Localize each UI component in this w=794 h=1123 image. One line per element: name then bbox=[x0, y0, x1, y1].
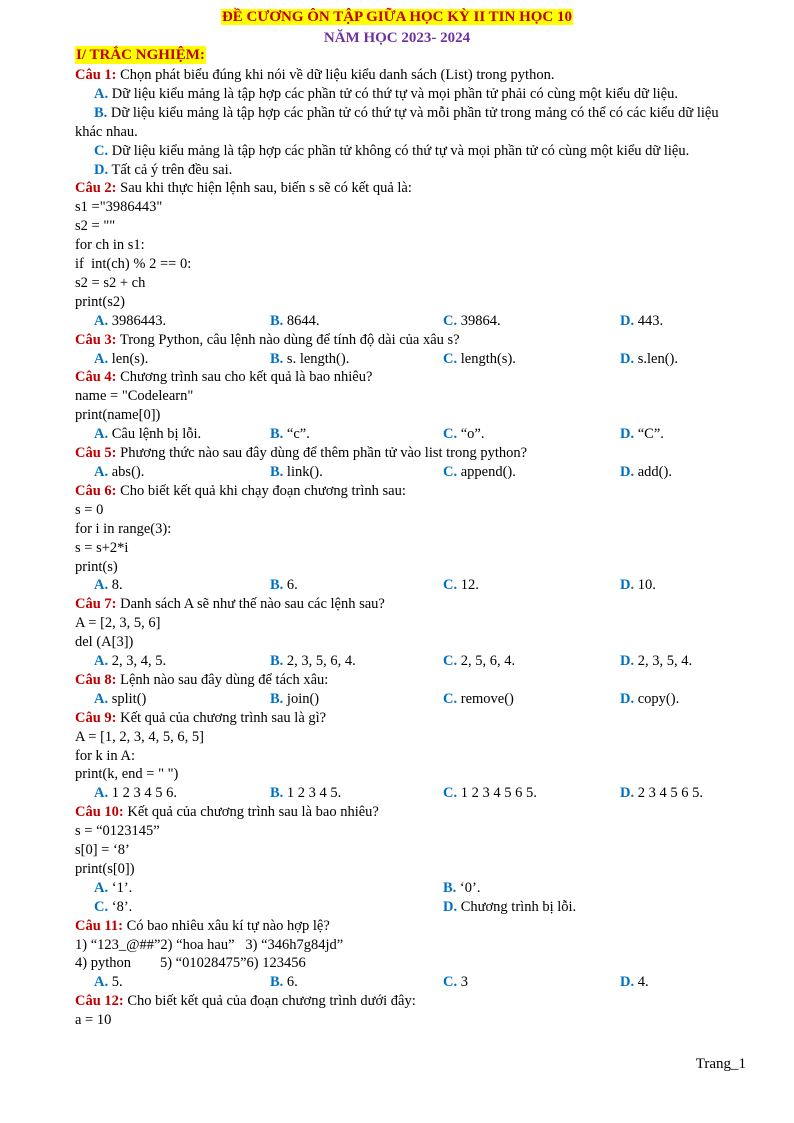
option-2c: C. 39864. bbox=[443, 312, 501, 329]
question-5: Câu 5: Phương thức nào sau đây dùng để thêm phần tử vào list trong python? bbox=[75, 445, 528, 462]
code-line: a = 10 bbox=[75, 1012, 112, 1029]
options-6 bbox=[75, 576, 745, 595]
option-9b: B. 1 2 3 4 5. bbox=[270, 785, 342, 802]
option-10d: D. Chương trình bị lỗi. bbox=[443, 898, 577, 915]
option-11d: D. 4. bbox=[620, 974, 649, 991]
question-4: Câu 4: Chương trình sau cho kết quả là bao nhiêu? bbox=[75, 369, 373, 386]
options-8 bbox=[75, 690, 745, 709]
question-12: Câu 12: Cho biết kết quả của đoạn chương trình dưới đây: bbox=[75, 993, 416, 1010]
option-11a: A. 5. bbox=[94, 974, 123, 991]
option-2d: D. 443. bbox=[620, 312, 664, 329]
option-3c: C. length(s). bbox=[443, 350, 516, 367]
option-8d: D. copy(). bbox=[620, 690, 680, 707]
question-9: Câu 9: Kết quả của chương trình sau là gì? bbox=[75, 709, 327, 726]
options-11 bbox=[75, 973, 745, 992]
question-11: Câu 11: Có bao nhiêu xâu kí tự nào hợp lệ? bbox=[75, 917, 330, 934]
questions-list bbox=[75, 66, 745, 1030]
code-line: print(s[0]) bbox=[75, 860, 135, 877]
option-9a: A. 1 2 3 4 5 6. bbox=[94, 785, 177, 802]
code-line: name = "Codelearn" bbox=[75, 388, 194, 405]
code-line: s2 = "" bbox=[75, 218, 116, 235]
option-6c: C. 12. bbox=[443, 577, 479, 594]
code-line: del (A[3]) bbox=[75, 634, 134, 651]
option-6d: D. 10. bbox=[620, 577, 656, 594]
option-2b: B. 8644. bbox=[270, 312, 320, 329]
option-10b: B. ‘0’. bbox=[443, 879, 481, 896]
option-8b: B. join() bbox=[270, 690, 320, 707]
code-line: s2 = s2 + ch bbox=[75, 274, 146, 291]
section-heading: I/ TRẮC NGHIỆM: bbox=[76, 47, 205, 63]
option-4d: D. “C”. bbox=[620, 426, 664, 443]
code-line: s = s+2*i bbox=[75, 539, 129, 556]
code-line: s = 0 bbox=[75, 501, 104, 518]
option-10a: A. ‘1’. bbox=[94, 879, 133, 896]
option-3b: B. s. length(). bbox=[270, 350, 350, 367]
option-1c: C. Dữ liệu kiểu mảng là tập hợp các phần tử không có thứ tự và mọi phần tử có cùng một kiểu dữ liệu. bbox=[94, 142, 690, 159]
option-4b: B. “c”. bbox=[270, 426, 310, 443]
options-9 bbox=[75, 784, 745, 803]
option-7d: D. 2, 3, 5, 4. bbox=[620, 653, 693, 670]
option-5d: D. add(). bbox=[620, 463, 672, 480]
options-4 bbox=[75, 425, 745, 444]
code-line: for k in A: bbox=[75, 747, 136, 764]
option-8c: C. remove() bbox=[443, 690, 514, 707]
option-5c: C. append(). bbox=[443, 463, 516, 480]
code-line: for i in range(3): bbox=[75, 520, 172, 537]
option-9d: D. 2 3 4 5 6 5. bbox=[620, 785, 703, 802]
options-3 bbox=[75, 350, 745, 369]
option-3d: D. s.len(). bbox=[620, 350, 678, 367]
code-line: for ch in s1: bbox=[75, 237, 145, 254]
code-line: print(s2) bbox=[75, 293, 125, 310]
option-3a: A. len(s). bbox=[94, 350, 149, 367]
option-11c: C. 3 bbox=[443, 974, 468, 991]
code-line: print(k, end = " ") bbox=[75, 766, 179, 783]
option-7c: C. 2, 5, 6, 4. bbox=[443, 653, 516, 670]
question-8: Câu 8: Lệnh nào sau đây dùng để tách xâu: bbox=[75, 671, 329, 688]
code-line: s = “0123145” bbox=[75, 823, 160, 840]
option-10c: C. ‘8’. bbox=[94, 898, 133, 915]
options-10-row1 bbox=[75, 879, 745, 898]
question-6: Câu 6: Cho biết kết quả khi chạy đoạn chương trình sau: bbox=[75, 482, 406, 499]
option-7b: B. 2, 3, 5, 6, 4. bbox=[270, 653, 356, 670]
option-1b: B. Dữ liệu kiểu mảng là tập hợp các phần tử có thứ tự và mỗi phần tử trong mảng có thể có các kiểu dữ liệu khác nhau. bbox=[75, 104, 719, 140]
code-line: 4) python 5) “01028475”6) 123456 bbox=[75, 955, 306, 972]
code-line: if int(ch) % 2 == 0: bbox=[75, 256, 192, 273]
code-line: s[0] = ‘8’ bbox=[75, 842, 130, 859]
question-7: Câu 7: Danh sách A sẽ như thế nào sau các lệnh sau? bbox=[75, 596, 385, 613]
option-11b: B. 6. bbox=[270, 974, 298, 991]
question-10: Câu 10: Kết quả của chương trình sau là bao nhiêu? bbox=[75, 804, 379, 821]
option-5b: B. link(). bbox=[270, 463, 323, 480]
code-line: print(s) bbox=[75, 558, 118, 575]
code-line: A = [2, 3, 5, 6] bbox=[75, 615, 161, 632]
question-2: Câu 2: Sau khi thực hiện lệnh sau, biến s sẽ có kết quả là: bbox=[75, 180, 412, 197]
option-1a: A. Dữ liệu kiểu mảng là tập hợp các phần tử có thứ tự và mọi phần tử phải có cùng một kiểu dữ liệu. bbox=[94, 85, 678, 102]
option-2a: A. 3986443. bbox=[94, 312, 167, 329]
code-line: s1 ="3986443" bbox=[75, 199, 163, 216]
options-2 bbox=[75, 312, 745, 331]
document-title: ĐỀ CƯƠNG ÔN TẬP GIỮA HỌC KỲ II TIN HỌC 10 bbox=[221, 9, 573, 25]
code-line: print(name[0]) bbox=[75, 407, 161, 424]
code-line: 1) “123_@##”2) “hoa hau” 3) “346h7g84jd” bbox=[75, 936, 344, 953]
options-10-row2 bbox=[75, 898, 745, 917]
option-4a: A. Câu lệnh bị lỗi. bbox=[94, 426, 202, 443]
options-5 bbox=[75, 463, 745, 482]
document-subtitle: NĂM HỌC 2023- 2024 bbox=[323, 30, 471, 46]
page-number: Trang_1 bbox=[695, 1056, 746, 1072]
option-6b: B. 6. bbox=[270, 577, 298, 594]
option-4c: C. “o”. bbox=[443, 426, 485, 443]
options-7 bbox=[75, 652, 745, 671]
option-1d: D. Tất cả ý trên đều sai. bbox=[94, 161, 233, 178]
option-5a: A. abs(). bbox=[94, 463, 145, 480]
code-line: A = [1, 2, 3, 4, 5, 6, 5] bbox=[75, 728, 205, 745]
option-8a: A. split() bbox=[94, 690, 147, 707]
option-9c: C. 1 2 3 4 5 6 5. bbox=[443, 785, 537, 802]
option-7a: A. 2, 3, 4, 5. bbox=[94, 653, 167, 670]
option-6a: A. 8. bbox=[94, 577, 123, 594]
question-1: Câu 1: Chọn phát biểu đúng khi nói về dữ liệu kiểu danh sách (List) trong python. bbox=[75, 67, 555, 83]
question-3: Câu 3: Trong Python, câu lệnh nào dùng để tính độ dài của xâu s? bbox=[75, 331, 460, 348]
